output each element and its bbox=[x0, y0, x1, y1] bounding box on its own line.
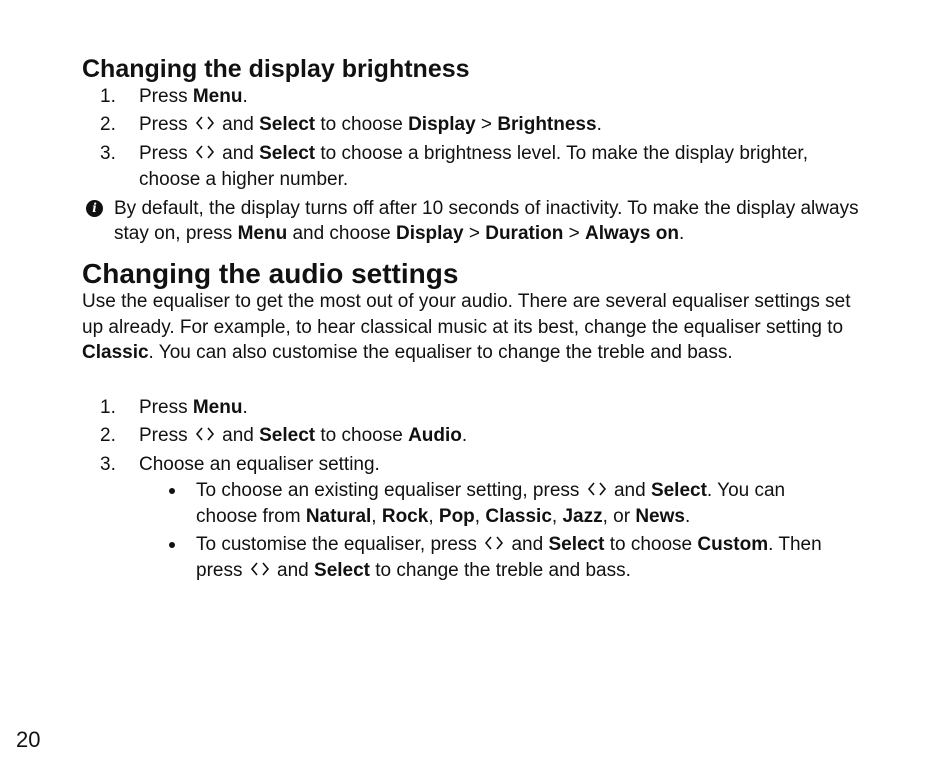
list-item: 2. Press and Select to choose Display > Brightness. bbox=[82, 112, 842, 138]
step-number: 3. bbox=[100, 143, 116, 164]
step-number: 1. bbox=[100, 397, 116, 418]
bullet-icon bbox=[169, 542, 175, 548]
step-number: 2. bbox=[100, 425, 116, 446]
list-item: 3. Press and Select to choose a brightness level. To make the display brighter, choose a higher number. bbox=[100, 143, 808, 190]
left-right-arrows-icon bbox=[195, 424, 215, 449]
step-number: 2. bbox=[100, 114, 116, 135]
section-heading-brightness: Changing the display brightness bbox=[82, 55, 470, 83]
left-right-arrows-icon bbox=[195, 113, 215, 138]
bullet-icon bbox=[169, 488, 175, 494]
info-note: i By default, the display turns off after 10 seconds of inactivity. To make the display always stay on, press Menu and choose Display > Duration > Always on. bbox=[86, 196, 894, 246]
list-item: To choose an existing equaliser setting, press and Select. You can choose from Natural, Rock, Pop, Classic, Jazz, or News. bbox=[196, 478, 846, 529]
equaliser-options bbox=[196, 478, 846, 587]
menu-label: Menu bbox=[192, 86, 243, 107]
step-number: 1. bbox=[100, 86, 116, 107]
left-right-arrows-icon bbox=[587, 479, 607, 504]
section-heading-audio: Changing the audio settings bbox=[82, 258, 459, 289]
list-item: 3. Choose an equaliser setting. bbox=[100, 454, 380, 475]
list-item: To customise the equaliser, press and Select to choose Custom. Then press and Select to change the treble and bass. bbox=[196, 532, 846, 584]
left-right-arrows-icon bbox=[250, 559, 270, 584]
page-number: 20 bbox=[16, 727, 41, 752]
brightness-steps bbox=[82, 84, 842, 195]
step-number: 3. bbox=[100, 454, 116, 475]
info-icon: i bbox=[86, 200, 103, 217]
audio-steps bbox=[82, 395, 842, 480]
left-right-arrows-icon bbox=[195, 142, 215, 167]
audio-intro-paragraph: Use the equaliser to get the most out of your audio. There are several equaliser settings set up already. For example, to hear classical music at its best, change the equaliser setting to Classic. You can also customise the equaliser to change the treble and bass. bbox=[82, 291, 851, 363]
left-right-arrows-icon bbox=[484, 533, 504, 558]
list-item: 1. Press Menu. bbox=[100, 86, 248, 107]
list-item: 1. Press Menu. bbox=[100, 397, 248, 418]
list-item: 2. Press and Select to choose Audio. bbox=[82, 423, 842, 449]
